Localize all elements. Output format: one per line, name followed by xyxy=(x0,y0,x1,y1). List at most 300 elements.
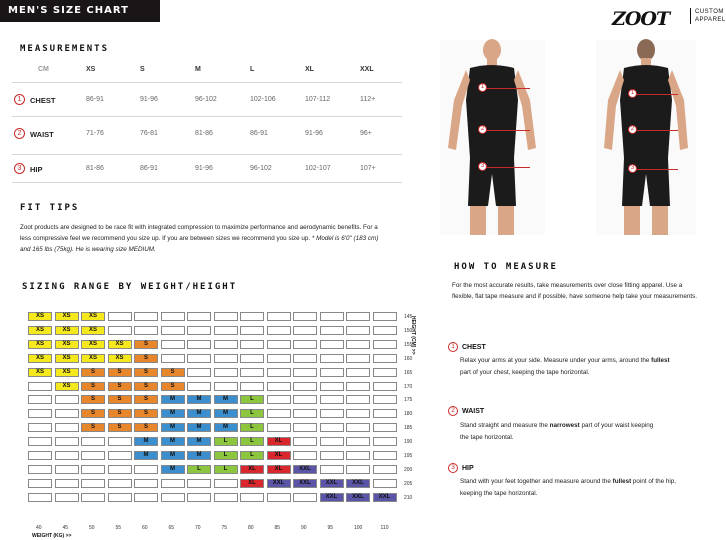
size-cell-empty xyxy=(346,437,370,446)
height-label: 185 xyxy=(404,425,413,432)
size-cell-empty xyxy=(187,326,211,335)
size-cell-empty xyxy=(293,493,317,502)
measure-cell: 96-102 xyxy=(195,96,217,103)
size-cell-empty xyxy=(161,493,185,502)
row-number-badge: 2 xyxy=(14,128,25,139)
size-cell-empty xyxy=(240,493,264,502)
size-cell-empty xyxy=(55,451,79,460)
size-cell-empty xyxy=(293,368,317,377)
size-cell-empty xyxy=(187,493,211,502)
size-cell-empty xyxy=(81,451,105,460)
size-cell-xxl: XXL xyxy=(346,493,370,502)
size-cell-empty xyxy=(346,368,370,377)
height-label: 175 xyxy=(404,397,413,404)
size-cell-empty xyxy=(346,340,370,349)
size-cell-empty xyxy=(346,326,370,335)
size-cell-empty xyxy=(373,409,397,418)
size-cell-empty xyxy=(55,437,79,446)
size-cell-empty xyxy=(161,312,185,321)
fit-tips-title: FIT TIPS xyxy=(20,203,80,213)
size-cell-xs: XS xyxy=(81,326,105,335)
size-cell-empty xyxy=(267,340,291,349)
size-cell-empty xyxy=(28,451,52,460)
size-cell-empty xyxy=(28,479,52,488)
step-text-part: point of the hip, xyxy=(631,478,676,485)
size-cell-empty xyxy=(267,423,291,432)
size-cell-empty xyxy=(320,409,344,418)
divider xyxy=(12,82,402,83)
size-cell-xs: XS xyxy=(28,312,52,321)
size-cell-empty xyxy=(267,312,291,321)
size-cell-empty xyxy=(346,409,370,418)
chest-badge-back: 1 xyxy=(628,89,637,98)
height-label: 190 xyxy=(404,439,413,446)
size-cell-m: M xyxy=(161,451,185,460)
step-text-waist xyxy=(460,420,710,444)
size-cell-empty xyxy=(55,409,79,418)
size-cell-empty xyxy=(214,354,238,363)
size-cell-xxl: XXL xyxy=(293,479,317,488)
weight-label: 65 xyxy=(168,525,175,531)
size-cell-xxl: XXL xyxy=(320,479,344,488)
size-cell-empty xyxy=(108,451,132,460)
size-cell-empty xyxy=(373,326,397,335)
measure-cell: 91-96 xyxy=(195,165,213,172)
size-cell-m: M xyxy=(134,437,158,446)
step-text-hip xyxy=(460,476,710,500)
size-cell-empty xyxy=(214,340,238,349)
size-cell-empty xyxy=(161,326,185,335)
measure-cell: 102-107 xyxy=(305,165,331,172)
measure-cell: 112+ xyxy=(360,96,376,103)
size-cell-empty xyxy=(81,479,105,488)
size-cell-empty xyxy=(320,437,344,446)
size-cell-empty xyxy=(55,479,79,488)
measure-cell: 81-86 xyxy=(86,165,104,172)
size-cell-s: S xyxy=(108,395,132,404)
size-cell-empty xyxy=(187,368,211,377)
size-cell-s: S xyxy=(81,423,105,432)
weight-label: 100 xyxy=(354,525,363,531)
size-cell-l: L xyxy=(240,423,264,432)
row-label-waist: WAIST xyxy=(30,130,54,139)
size-cell-xl: XL xyxy=(267,465,291,474)
size-cell-empty xyxy=(81,437,105,446)
size-cell-empty xyxy=(214,493,238,502)
size-cell-xs: XS xyxy=(81,340,105,349)
size-cell-xs: XS xyxy=(81,312,105,321)
size-cell-xs: XS xyxy=(81,354,105,363)
fit-tips-text xyxy=(20,222,392,255)
size-header-s: S xyxy=(140,66,145,73)
size-cell-xxl: XXL xyxy=(346,479,370,488)
size-cell-s: S xyxy=(108,382,132,391)
model-back-photo xyxy=(596,40,696,235)
weight-label: 75 xyxy=(221,525,228,531)
size-cell-empty xyxy=(293,354,317,363)
size-cell-empty xyxy=(373,340,397,349)
size-cell-empty xyxy=(240,326,264,335)
size-cell-empty xyxy=(373,395,397,404)
size-cell-empty xyxy=(55,465,79,474)
fit-tips-line-2-text: less compressive feel we recommend you size up. If you are between sizes we recommend you size up. xyxy=(20,235,311,242)
size-cell-empty xyxy=(161,354,185,363)
step-line: part of your chest, keeping the tape horizontal. xyxy=(460,369,590,376)
measure-cell: 96+ xyxy=(360,130,372,137)
step-line xyxy=(460,420,710,432)
size-header-xxl: XXL xyxy=(360,66,374,73)
model-note-2: and 165 lbs (75kg). He is wearing size MEDIUM. xyxy=(20,246,156,253)
size-cell-empty xyxy=(134,479,158,488)
size-cell-xs: XS xyxy=(108,354,132,363)
height-label: 210 xyxy=(404,494,413,501)
measure-cell: 81-86 xyxy=(195,130,213,137)
size-cell-empty xyxy=(55,395,79,404)
height-label: 180 xyxy=(404,411,413,418)
step-title-hip: HIP xyxy=(462,465,474,472)
size-cell-s: S xyxy=(108,423,132,432)
size-cell-s: S xyxy=(134,423,158,432)
weight-label: 70 xyxy=(195,525,201,531)
size-cell-m: M xyxy=(134,451,158,460)
size-cell-empty xyxy=(214,479,238,488)
size-cell-m: M xyxy=(161,395,185,404)
weight-label: 80 xyxy=(248,525,254,531)
size-cell-empty xyxy=(346,312,370,321)
size-cell-s: S xyxy=(108,409,132,418)
step-text-part: part of your waist keeping xyxy=(579,422,654,429)
row-label-hip: HIP xyxy=(30,165,43,174)
weight-label: 45 xyxy=(62,525,69,531)
size-cell-xl: XL xyxy=(240,479,264,488)
size-cell-s: S xyxy=(81,395,105,404)
size-cell-xl: XL xyxy=(240,465,264,474)
measure-cell: 76-81 xyxy=(140,130,158,137)
size-cell-empty xyxy=(108,493,132,502)
size-cell-empty xyxy=(187,354,211,363)
size-cell-empty xyxy=(81,465,105,474)
size-cell-m: M xyxy=(161,409,185,418)
size-cell-xs: XS xyxy=(55,368,79,377)
size-cell-xxl: XXL xyxy=(373,493,397,502)
size-cell-l: L xyxy=(240,437,264,446)
step-line: keeping the tape horizontal. xyxy=(460,490,538,497)
waist-badge-back: 2 xyxy=(628,125,637,134)
size-cell-m: M xyxy=(214,423,238,432)
size-cell-empty xyxy=(373,437,397,446)
fit-tips-line-3 xyxy=(20,244,392,255)
logo-sub-line-2: APPAREL xyxy=(695,17,726,23)
size-cell-s: S xyxy=(134,395,158,404)
size-cell-empty xyxy=(267,382,291,391)
size-cell-empty xyxy=(346,354,370,363)
size-cell-empty xyxy=(28,395,52,404)
size-cell-l: L xyxy=(240,409,264,418)
measure-cell: 86-91 xyxy=(86,96,104,103)
weight-label: 55 xyxy=(115,525,122,531)
size-cell-empty xyxy=(373,465,397,474)
size-cell-m: M xyxy=(187,437,211,446)
size-cell-empty xyxy=(28,493,52,502)
size-cell-empty xyxy=(373,368,397,377)
size-cell-m: M xyxy=(187,423,211,432)
size-cell-m: M xyxy=(187,395,211,404)
step-line xyxy=(460,355,710,367)
height-label: 150 xyxy=(404,327,413,334)
model-note: * Model is 6'0" (183 cm) xyxy=(311,235,379,242)
size-cell-empty xyxy=(81,493,105,502)
step-number: 3 xyxy=(448,463,458,473)
logo-subtitle xyxy=(690,8,726,24)
size-cell-l: L xyxy=(240,395,264,404)
size-cell-empty xyxy=(240,382,264,391)
size-cell-empty xyxy=(373,479,397,488)
row-number-badge: 1 xyxy=(14,94,25,105)
size-cell-l: L xyxy=(214,465,238,474)
size-cell-xxl: XXL xyxy=(267,479,291,488)
size-cell-s: S xyxy=(81,409,105,418)
step-text-bold: fullest xyxy=(612,478,632,485)
size-cell-s: S xyxy=(134,354,158,363)
size-cell-empty xyxy=(293,423,317,432)
size-cell-empty xyxy=(373,354,397,363)
size-cell-xs: XS xyxy=(55,354,79,363)
size-cell-empty xyxy=(267,368,291,377)
divider xyxy=(12,154,402,155)
height-label: 195 xyxy=(404,453,413,459)
measure-cell: 71-76 xyxy=(86,130,104,137)
size-cell-empty xyxy=(267,395,291,404)
size-cell-empty xyxy=(267,354,291,363)
size-cell-empty xyxy=(346,465,370,474)
size-cell-empty xyxy=(267,493,291,502)
size-cell-xxl: XXL xyxy=(320,493,344,502)
how-to-intro-line-1: For the most accurate results, take measurements over close fitting apparel. Use a xyxy=(452,282,683,289)
how-to-intro-line-2: flexible, flat tape measure and if possible, have someone help take your measurements. xyxy=(452,293,698,300)
size-cell-m: M xyxy=(161,437,185,446)
size-cell-empty xyxy=(187,382,211,391)
size-cell-empty xyxy=(28,409,52,418)
weight-label: 40 xyxy=(36,525,42,531)
size-cell-empty xyxy=(320,423,344,432)
measure-cell: 91-96 xyxy=(140,96,158,103)
size-cell-empty xyxy=(293,437,317,446)
weight-label: 95 xyxy=(327,525,334,531)
step-text-bold: narrowest xyxy=(549,422,580,429)
size-cell-xs: XS xyxy=(55,326,79,335)
height-label: 145 xyxy=(404,314,413,320)
size-cell-m: M xyxy=(214,395,238,404)
size-cell-empty xyxy=(187,312,211,321)
size-cell-xs: XS xyxy=(28,340,52,349)
size-cell-s: S xyxy=(161,382,185,391)
size-cell-empty xyxy=(28,382,52,391)
size-cell-l: L xyxy=(240,451,264,460)
how-to-measure-title: HOW TO MEASURE xyxy=(454,262,558,272)
size-cell-empty xyxy=(293,395,317,404)
height-axis-label: HEIGHT (CM) >> xyxy=(410,316,416,355)
height-label: 205 xyxy=(404,480,413,487)
size-cell-empty xyxy=(55,423,79,432)
size-cell-empty xyxy=(187,479,211,488)
step-title-chest: CHEST xyxy=(462,344,486,351)
size-cell-empty xyxy=(214,312,238,321)
size-cell-empty xyxy=(108,312,132,321)
size-cell-m: M xyxy=(161,423,185,432)
size-cell-empty xyxy=(28,423,52,432)
size-cell-xs: XS xyxy=(55,312,79,321)
weight-axis-label: WEIGHT (KG) >> xyxy=(32,533,72,539)
size-cell-empty xyxy=(373,423,397,432)
step-line: the tape horizontal. xyxy=(460,434,514,441)
size-header-xs: XS xyxy=(86,66,96,73)
size-cell-empty xyxy=(108,465,132,474)
size-cell-xs: XS xyxy=(28,326,52,335)
step-title-waist: WAIST xyxy=(462,408,485,415)
size-cell-empty xyxy=(267,409,291,418)
chest-badge: 1 xyxy=(478,83,487,92)
size-chart-banner: MEN'S SIZE CHART xyxy=(0,0,160,22)
measure-cell: 96-102 xyxy=(250,165,272,172)
model-front-photo xyxy=(440,40,545,235)
size-cell-m: M xyxy=(214,409,238,418)
measure-cell: 102-106 xyxy=(250,96,276,103)
size-cell-empty xyxy=(240,354,264,363)
measure-cell: 91-96 xyxy=(305,130,323,137)
size-cell-empty xyxy=(320,354,344,363)
size-cell-empty xyxy=(373,312,397,321)
divider xyxy=(12,116,402,117)
size-cell-l: L xyxy=(214,437,238,446)
step-line xyxy=(460,476,710,488)
height-label: 160 xyxy=(404,355,413,362)
size-cell-empty xyxy=(320,312,344,321)
measure-cell: 107-112 xyxy=(305,96,331,103)
step-text-part: Stand straight and measure the xyxy=(460,422,550,429)
row-label-chest: CHEST xyxy=(30,96,56,105)
size-cell-empty xyxy=(240,340,264,349)
size-cell-empty xyxy=(214,382,238,391)
size-cell-empty xyxy=(320,326,344,335)
size-cell-empty xyxy=(320,368,344,377)
size-cell-l: L xyxy=(214,451,238,460)
size-cell-empty xyxy=(293,340,317,349)
size-cell-empty xyxy=(161,479,185,488)
size-cell-xl: XL xyxy=(267,451,291,460)
size-cell-empty xyxy=(293,312,317,321)
size-cell-empty xyxy=(28,465,52,474)
size-header-m: M xyxy=(195,66,201,73)
size-header-l: L xyxy=(250,66,255,73)
waist-badge: 2 xyxy=(478,125,487,134)
size-cell-s: S xyxy=(134,368,158,377)
size-cell-empty xyxy=(320,465,344,474)
weight-label: 60 xyxy=(142,525,148,531)
size-cell-empty xyxy=(373,451,397,460)
size-cell-xs: XS xyxy=(28,354,52,363)
size-cell-s: S xyxy=(81,382,105,391)
size-cell-empty xyxy=(108,437,132,446)
size-cell-empty xyxy=(55,493,79,502)
step-text-chest xyxy=(460,355,710,379)
size-cell-empty xyxy=(346,451,370,460)
size-cell-m: M xyxy=(187,451,211,460)
size-cell-empty xyxy=(320,382,344,391)
size-cell-empty xyxy=(320,340,344,349)
size-cell-empty xyxy=(214,326,238,335)
size-cell-empty xyxy=(346,395,370,404)
step-number: 1 xyxy=(448,342,458,352)
step-text-bold: fullest xyxy=(651,357,670,364)
measure-cell: 86-91 xyxy=(140,165,158,172)
weight-label: 90 xyxy=(301,525,307,531)
fit-tips-line-2 xyxy=(20,233,392,244)
size-cell-empty xyxy=(134,326,158,335)
size-cell-xs: XS xyxy=(55,340,79,349)
size-cell-empty xyxy=(293,326,317,335)
size-cell-empty xyxy=(346,423,370,432)
size-cell-empty xyxy=(134,493,158,502)
size-cell-xs: XS xyxy=(55,382,79,391)
unit-header: CM xyxy=(38,66,49,73)
size-cell-empty xyxy=(320,395,344,404)
size-cell-xxl: XXL xyxy=(293,465,317,474)
size-cell-empty xyxy=(240,368,264,377)
size-cell-empty xyxy=(28,437,52,446)
size-cell-empty xyxy=(108,479,132,488)
step-number: 2 xyxy=(448,406,458,416)
measurements-title: MEASUREMENTS xyxy=(20,44,110,54)
hip-badge-back: 3 xyxy=(628,164,637,173)
size-cell-empty xyxy=(293,409,317,418)
size-cell-empty xyxy=(134,312,158,321)
size-cell-empty xyxy=(346,382,370,391)
size-cell-s: S xyxy=(134,340,158,349)
weight-label: 85 xyxy=(274,525,281,531)
size-cell-empty xyxy=(293,451,317,460)
weight-label: 110 xyxy=(380,525,389,531)
divider xyxy=(12,182,402,183)
size-cell-empty xyxy=(214,368,238,377)
weight-label: 50 xyxy=(89,525,95,531)
fit-tips-line-1: Zoot products are designed to be race fit with integrated compression to maximize performance and aerodynamic benefits. For a xyxy=(20,224,378,231)
measure-cell: 86-91 xyxy=(250,130,268,137)
size-cell-empty xyxy=(108,326,132,335)
size-cell-s: S xyxy=(108,368,132,377)
row-number-badge: 3 xyxy=(14,163,25,174)
size-cell-empty xyxy=(267,326,291,335)
size-cell-xs: XS xyxy=(28,368,52,377)
logo-sub-line-1: CUSTOM xyxy=(695,9,724,15)
height-label: 155 xyxy=(404,341,413,348)
size-cell-s: S xyxy=(161,368,185,377)
size-cell-m: M xyxy=(187,409,211,418)
height-label: 165 xyxy=(404,369,413,376)
size-cell-s: S xyxy=(134,382,158,391)
size-cell-empty xyxy=(293,382,317,391)
size-cell-xl: XL xyxy=(267,437,291,446)
height-label: 200 xyxy=(404,466,413,473)
how-to-intro xyxy=(452,280,710,302)
sizing-range-title: SIZING RANGE BY WEIGHT/HEIGHT xyxy=(22,282,238,292)
size-cell-empty xyxy=(187,340,211,349)
size-cell-l: L xyxy=(187,465,211,474)
size-cell-empty xyxy=(134,465,158,474)
measure-cell: 107+ xyxy=(360,165,376,172)
size-cell-xs: XS xyxy=(108,340,132,349)
step-text-part: Relax your arms at your side. Measure under your arms, around the xyxy=(460,357,652,364)
size-cell-s: S xyxy=(134,409,158,418)
